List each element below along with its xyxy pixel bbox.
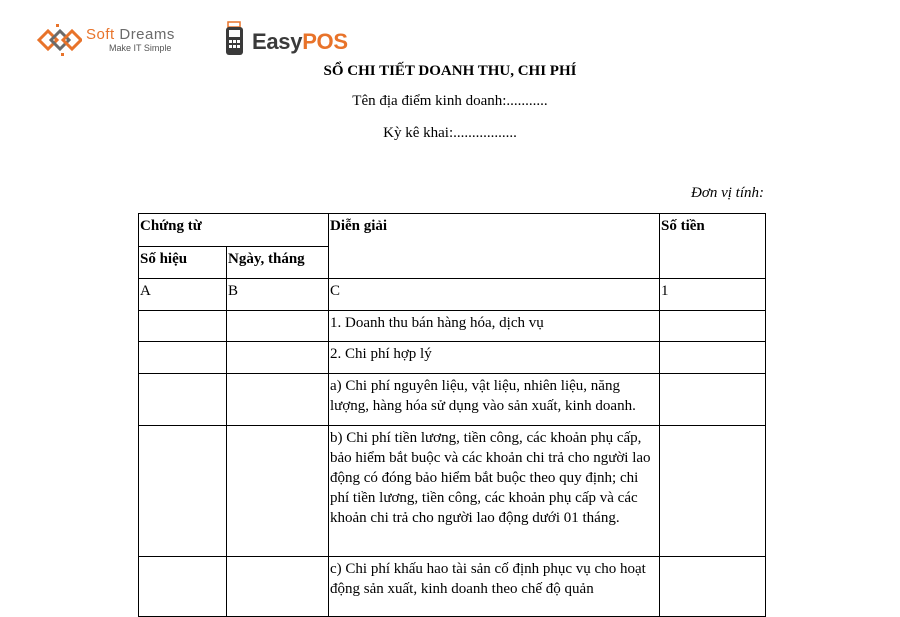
code-cell: 1 [660,279,766,311]
amount-cell [660,342,766,374]
document-title: SỔ CHI TIẾT DOANH THU, CHI PHÍ [323,63,577,79]
voucher-date-cell [227,311,329,342]
amount-cell [660,374,766,426]
amount-cell [660,557,766,617]
softdreams-logo [36,22,201,58]
voucher-number-cell [139,426,227,557]
softdreams-name: Soft Dreams [86,26,175,43]
amount-cell [660,311,766,342]
description-cell: a) Chi phí nguyên liệu, vật liệu, nhiên liệu, năng lượng, hàng hóa sử dụng vào sản xuất, kinh doanh. [329,374,660,426]
voucher-number-cell [139,374,227,426]
table-header-row [139,214,766,247]
description-cell: c) Chi phí khấu hao tài sản cố định phục vụ cho hoạt động sản xuất, kinh doanh theo chế độ quản [329,557,660,617]
easypos-logo [224,21,354,59]
header-description: Diễn giải [329,214,660,279]
header-voucher: Chứng từ [139,214,329,247]
description-cell: b) Chi phí tiền lương, tiền công, các khoản phụ cấp, bảo hiểm bắt buộc và các khoản chi trả cho người lao động có đóng bảo hiểm bắt buộc theo quy định; chi phí tiền lương, tiền công, các khoản phụ cấp và các khoản chi trả cho người lao động dưới 01 tháng. [329,426,660,557]
voucher-number-cell [139,311,227,342]
amount-cell [660,426,766,557]
table-row [139,342,766,374]
header-voucher-date: Ngày, tháng [227,247,329,279]
ledger-table [138,213,766,617]
table-row [139,557,766,617]
header-voucher-number: Số hiệu [139,247,227,279]
voucher-date-cell [227,426,329,557]
code-cell: A [139,279,227,311]
voucher-date-cell [227,374,329,426]
pos-terminal-icon [224,21,248,57]
voucher-number-cell [139,342,227,374]
business-location-line: Tên địa điểm kinh doanh:........... [352,93,548,109]
code-cell: C [329,279,660,311]
voucher-date-cell [227,342,329,374]
table-row [139,374,766,426]
softdreams-logo-icon [36,22,82,58]
code-cell: B [227,279,329,311]
declaration-period-line: Kỳ kê khai:................. [383,125,517,141]
description-cell: 1. Doanh thu bán hàng hóa, dịch vụ [329,311,660,342]
header-amount: Số tiền [660,214,766,279]
softdreams-tagline: Make IT Simple [109,43,172,53]
easypos-name: EasyPOS [252,29,348,54]
table-code-row [139,279,766,311]
voucher-number-cell [139,557,227,617]
description-cell: 2. Chi phí hợp lý [329,342,660,374]
voucher-date-cell [227,557,329,617]
table-row [139,426,766,557]
table-row [139,311,766,342]
unit-label: Đơn vị tính: [691,185,764,201]
